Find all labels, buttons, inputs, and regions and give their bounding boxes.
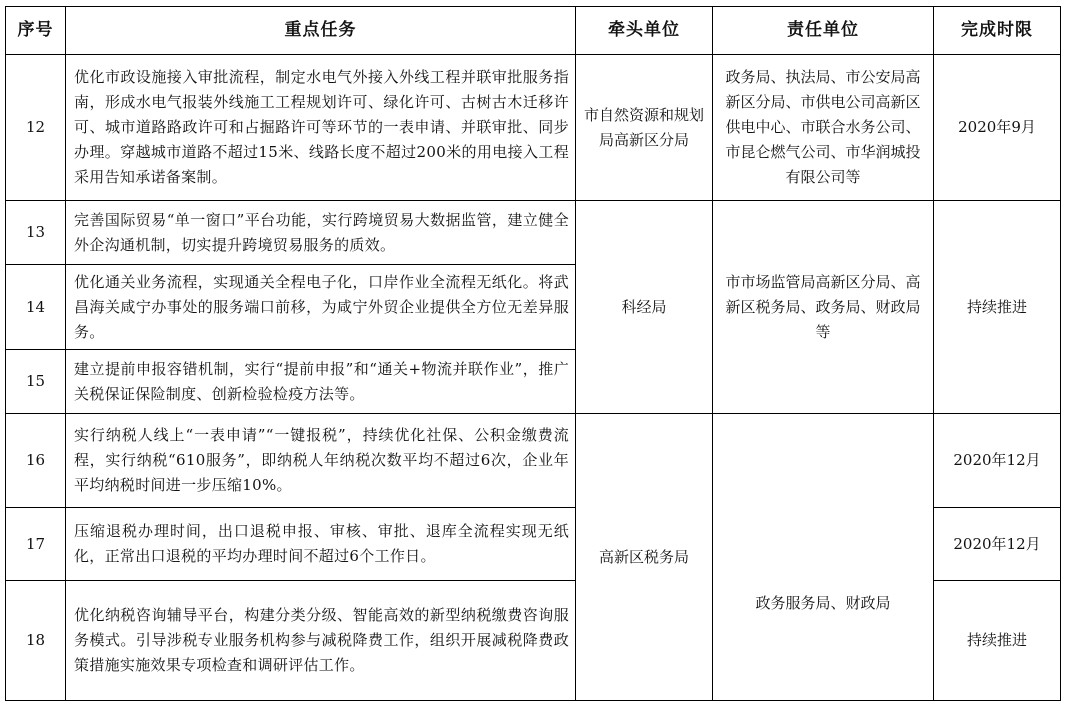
header-responsible-unit: 责任单位 [713, 7, 934, 55]
key-tasks-table [5, 6, 1061, 701]
row-deadline: 2020年12月 [934, 508, 1061, 581]
row-task: 优化通关业务流程，实现通关全程电子化，口岸作业全流程无纸化。将武昌海关咸宁办事处的服务端口前移，为咸宁外贸企业提供全方位无差异服务。 [66, 265, 576, 350]
row-lead-unit: 市自然资源和规划局高新区分局 [576, 55, 713, 201]
group-lead-unit: 高新区税务局 [576, 414, 713, 701]
row-serial-no: 18 [6, 581, 66, 701]
table-row [6, 414, 1061, 508]
group-lead-unit: 科经局 [576, 201, 713, 414]
table-header-row [6, 7, 1061, 55]
row-task: 压缩退税办理时间，出口退税申报、审核、审批、退库全流程实现无纸化，正常出口退税的平均办理时间不超过6个工作日。 [66, 508, 576, 581]
row-task: 完善国际贸易“单一窗口”平台功能，实行跨境贸易大数据监管，建立健全外企沟通机制，切实提升跨境贸易服务的质效。 [66, 201, 576, 265]
table-row [6, 55, 1061, 201]
task-table-sheet [5, 6, 1061, 701]
row-responsible-unit: 政务局、执法局、市公安局高新区分局、市供电公司高新区供电中心、市联合水务公司、市昆仑燃气公司、市华润城投有限公司等 [713, 55, 934, 201]
row-task: 优化市政设施接入审批流程，制定水电气外接入外线工程并联审批服务指南，形成水电气报装外线施工工程规划许可、绿化许可、古树古木迁移许可、城市道路路政许可和占掘路许可等环节的一表申请、并联审批、同步办理。穿越城市道路不超过15米、线路长度不超过200米的用电接入工程采用告知承诺备案制。 [66, 55, 576, 201]
row-serial-no: 16 [6, 414, 66, 508]
table-row [6, 201, 1061, 265]
row-deadline: 持续推进 [934, 581, 1061, 701]
empty-responsible-cell [713, 414, 934, 508]
header-serial-no: 序号 [6, 7, 66, 55]
row-serial-no: 14 [6, 265, 66, 350]
group-deadline: 持续推进 [934, 201, 1061, 414]
row-serial-no: 12 [6, 55, 66, 201]
row-deadline: 2020年12月 [934, 414, 1061, 508]
row-serial-no: 17 [6, 508, 66, 581]
group-responsible-unit: 政务服务局、财政局 [713, 508, 934, 701]
group-responsible-unit: 市市场监管局高新区分局、高新区税务局、政务局、财政局等 [713, 201, 934, 414]
row-deadline: 2020年9月 [934, 55, 1061, 201]
table-row [6, 508, 1061, 581]
row-task: 建立提前申报容错机制，实行“提前申报”和“通关+物流并联作业”，推广关税保证保险制度、创新检验检疫方法等。 [66, 350, 576, 414]
header-key-task: 重点任务 [66, 7, 576, 55]
header-lead-unit: 牵头单位 [576, 7, 713, 55]
header-deadline: 完成时限 [934, 7, 1061, 55]
row-serial-no: 13 [6, 201, 66, 265]
row-task: 实行纳税人线上“一表申请”“一键报税”，持续优化社保、公积金缴费流程，实行纳税“610服务”，即纳税人年纳税次数平均不超过6次，企业年平均纳税时间进一步压缩10%。 [66, 414, 576, 508]
row-task: 优化纳税咨询辅导平台，构建分类分级、智能高效的新型纳税缴费咨询服务模式。引导涉税专业服务机构参与减税降费工作，组织开展减税降费政策措施实施效果专项检查和调研评估工作。 [66, 581, 576, 701]
row-serial-no: 15 [6, 350, 66, 414]
